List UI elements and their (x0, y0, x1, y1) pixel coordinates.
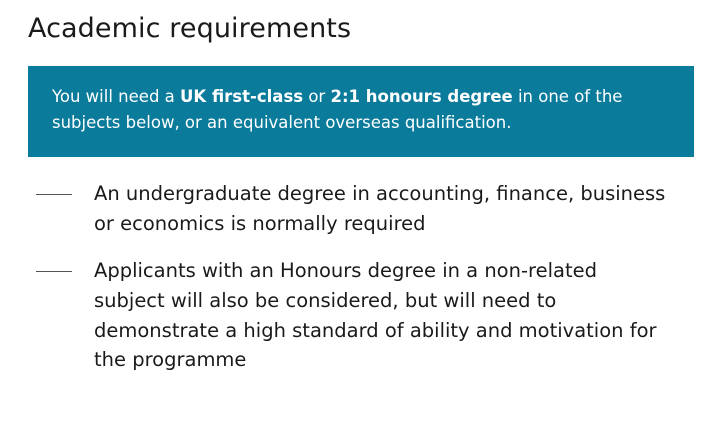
dash-bullet-icon (36, 271, 72, 272)
list-item (28, 256, 697, 375)
callout-bold-first-class: UK first-class (180, 86, 304, 106)
list-item-label: An undergraduate degree in accounting, finance, business or economics is normally required (94, 182, 666, 235)
callout-bold-honours-degree: 2:1 honours degree (330, 86, 513, 106)
page-title: Academic requirements (28, 13, 352, 44)
dash-bullet-icon (36, 194, 72, 195)
callout-suffix-text: in one of the subjects below, or an equivalent overseas qualification. (52, 86, 623, 133)
requirement-callout (28, 66, 694, 157)
list-item-label: Applicants with an Honours degree in a non-related subject will also be considered, but will need to demonstrate a high standard of ability and motivation for the programme (94, 259, 657, 372)
callout-prefix-text: You will need a (52, 86, 181, 106)
academic-requirements-section (0, 12, 725, 436)
requirements-list (28, 179, 697, 375)
callout-middle-text: or (303, 86, 331, 106)
list-item (28, 179, 697, 238)
